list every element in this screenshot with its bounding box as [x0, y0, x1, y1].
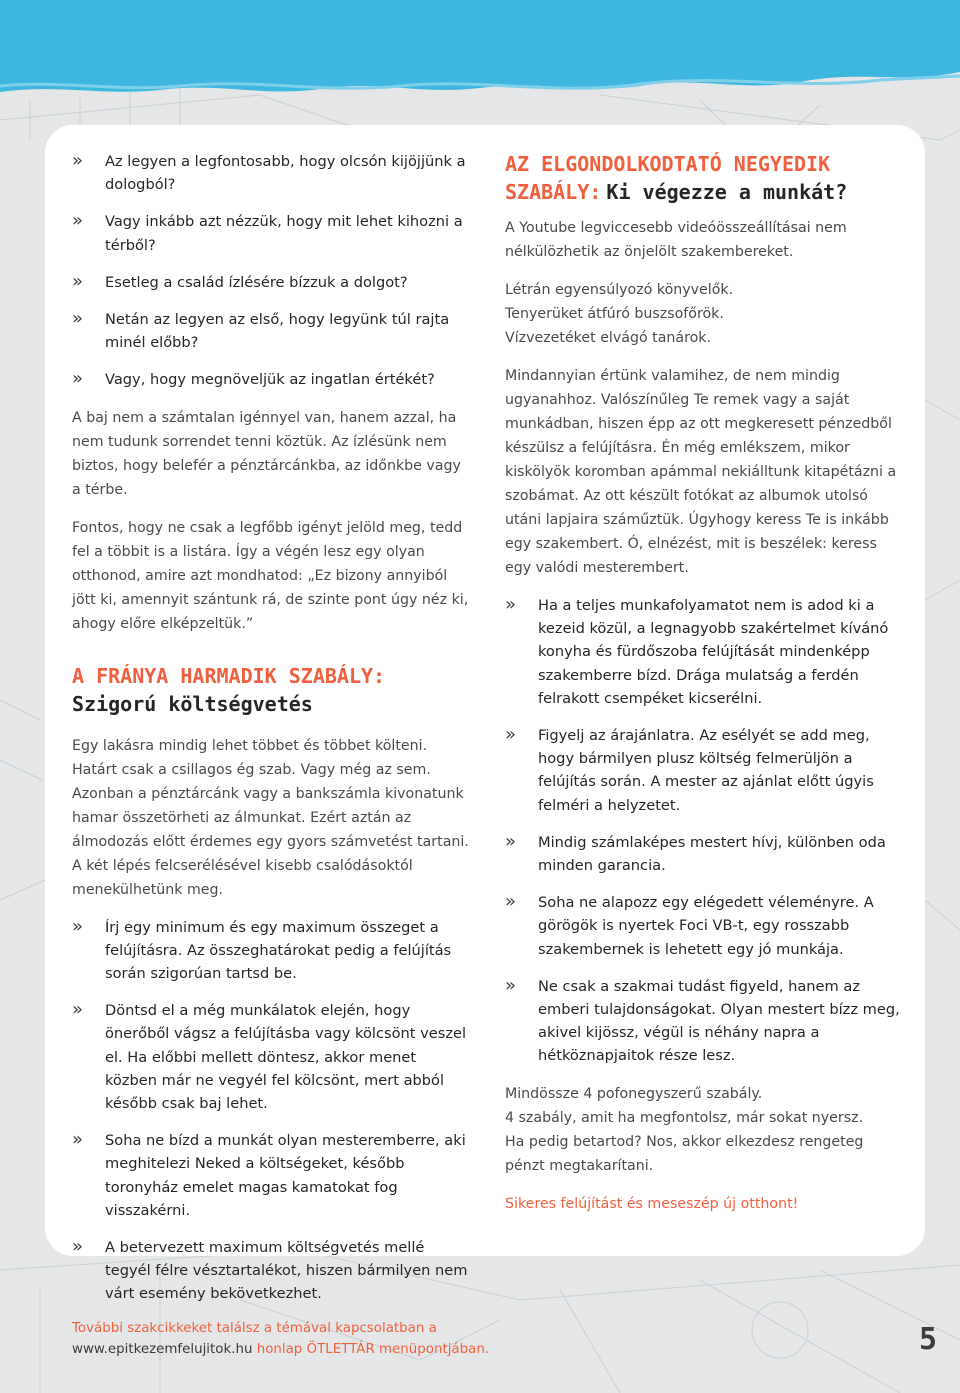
page-number: 5 — [918, 1322, 938, 1357]
closing-wish: Sikeres felújítást és meseszép új otthont! — [505, 1195, 799, 1212]
example-line: Létrán egyensúlyozó könyvelők. — [505, 282, 734, 298]
footer-note — [72, 1318, 489, 1360]
right-column — [505, 150, 905, 1230]
top-banner — [0, 0, 960, 100]
closing-line: 4 szabály, amit ha megfontolsz, már sokat nyersz. — [505, 1109, 864, 1126]
list-item: » Ne csak a szakmai tudást figyeld, hanem az emberi tulajdonságokat. Olyan mestert bízz meg, akivel kijössz, végül is néhány napra a hétköznapjaitok része lesz. — [505, 974, 900, 1065]
examples-lines — [505, 278, 905, 350]
bullet-chevron-icon: » — [72, 150, 82, 171]
bullet-chevron-icon: » — [505, 594, 515, 615]
bullet-chevron-icon: » — [72, 210, 82, 232]
closing-line: Mindössze 4 pofonegyszerű szabály. — [505, 1085, 763, 1102]
list-item: » Soha ne bízd a munkát olyan mesteremberre, aki meghitelezi Neked a költségeket, később toronyház emelet magas kamatokat fog visszakérni. — [72, 1129, 466, 1219]
bullet-chevron-icon: » — [72, 270, 82, 292]
paragraph-priorities: A baj nem a számtalan igénnyel van, hanem azzal, ha nem tudunk sorrendet tenni köztük. Az ízlésünk nem biztos, hogy belefér a pénztárcánkba, az időnkbe vagy a térbe. — [72, 409, 461, 498]
list-item: » Vagy, hogy megnöveljük az ingatlan értékét? — [72, 368, 435, 390]
example-line: Vízvezetéket elvágó tanárok. — [505, 330, 712, 346]
list-item: » Ha a teljes munkafolyamatot nem is adod ki a kezeid közül, a legnagyobb szakértelmet kívánó konyha és fürdőszoba felújítását mindenképp szakemberre bízd. Drága mulatság a ferdén felrakott csempéket kicserélni. — [505, 594, 889, 707]
closing-lines — [505, 1082, 905, 1178]
list-item: » Soha ne alapozz egy elégedett véleményre. A görögök is nyertek Foci VB-t, egy rosszabb szakembernek is lehetett egy jó munkája. — [505, 891, 874, 958]
footer-line: További szakcikkeket találsz a témával kapcsolatban a — [72, 1321, 437, 1336]
section-heading-fourth-rule — [505, 150, 905, 206]
heading-subtitle: Ki végezze a munkát? — [606, 180, 848, 204]
left-column — [72, 150, 472, 1320]
list-item: » Vagy inkább azt nézzük, hogy mit lehet kihozni a térből? — [72, 210, 463, 254]
list-item: » A betervezett maximum költségvetés mellé tegyél félre vésztartalékot, hiszen bármilyen nem várt esemény bekövetkezhet. — [72, 1236, 468, 1303]
list-item: » Az legyen a legfontosabb, hogy olcsón kijöjjünk a dologból? — [72, 150, 466, 194]
footer-website-link[interactable]: www.epitkezemfelujitok.hu — [72, 1342, 253, 1357]
list-item: » Írj egy minimum és egy maximum összeget a felújításra. Az összeghatárokat pedig a felújítás során szigorúan tartsd be. — [72, 915, 452, 983]
closing-line: Ha pedig betartod? Nos, akkor elkezdesz rengeteg pénzt megtakarítani. — [505, 1133, 864, 1174]
list-item: » Esetleg a család ízlésére bízzuk a dolgot? — [72, 270, 408, 292]
heading-orange: A FRÁNYA HARMADIK SZABÁLY: — [72, 663, 386, 688]
section-heading-third-rule — [72, 662, 472, 718]
list-item: » Mindig számlaképes mestert hívj, különben oda minden garancia. — [505, 830, 886, 875]
bullet-chevron-icon: » — [505, 891, 515, 913]
intro-bullet-list — [72, 150, 472, 392]
list-item: » Figyelj az árajánlatra. Az esélyét se add meg, hogy bármilyen plusz költség felmerüljön a felújítás során. A mester az ajánlat előtt úgyis felméri a helyzetet. — [505, 724, 874, 814]
budget-bullet-list — [72, 916, 472, 1306]
list-item: » Netán az legyen az első, hogy legyünk túl rajta minél előbb? — [72, 308, 450, 352]
bullet-chevron-icon: » — [505, 724, 515, 746]
bullet-chevron-icon: » — [72, 1129, 82, 1151]
bullet-chevron-icon: » — [72, 999, 82, 1021]
bullet-chevron-icon: » — [72, 308, 82, 330]
expert-bullet-list — [505, 594, 905, 1068]
bullet-chevron-icon: » — [505, 830, 515, 852]
bullet-chevron-icon: » — [72, 368, 82, 390]
paragraph-youtube: A Youtube legviccesebb videóösszeállításai nem nélkülözhetik az önjelölt szakembereket. — [505, 220, 847, 260]
list-item: » Döntsd el a még munkálatok elején, hogy önerőből vágsz a felújításba vagy kölcsönt veszel el. Ha előbbi mellett döntesz, akkor menet közben már ne vegyél fel kölcsönt, mert abból később csak baj lehet. — [72, 999, 467, 1113]
heading-subtitle: Szigorú költségvetés — [72, 691, 313, 716]
bullet-chevron-icon: » — [72, 1236, 82, 1258]
bullet-chevron-icon: » — [72, 915, 82, 937]
footer-line-rest: honlap ÖTLETTÁR menüpontjában. — [252, 1342, 490, 1357]
paragraph-budget: Egy lakásra mindig lehet többet és többet költeni. Határt csak a csillagos ég szab. Vagy még az sem. Azonban a pénztárcánk vagy a bankszámla kivonatunk hamar összetörheti az álmunkat. Ezért aztán az álmodozás előtt érdemes egy gyors számvetést tartani. A két lépés felcserélésével kisebb csalódásoktól menekülhetünk meg. — [72, 737, 469, 898]
heading-orange: AZ ELGONDOLKODTATÓ NEGYEDIK SZABÁLY: — [505, 152, 831, 204]
paragraph-hire-expert: Mindannyian értünk valamihez, de nem mindig ugyanahhoz. Valószínűleg Te remek vagy a saját munkádban, hiszen épp az ott megkeresett pénzedből készülsz a felújításra. Én még emlékszem, mikor kiskölyök koromban apámmal nekiálltunk kitapétázni a szobámat. Az ott készült fotókat az albumok utolsó utáni lapjaira száműztük. Úgyhogy keress Te is inkább egy szakembert. Ó, elnézést, mit is beszélek: keress egy valódi mesterembert. — [505, 368, 897, 576]
example-line: Tenyerüket átfúró buszsofőrök. — [505, 306, 724, 322]
bullet-chevron-icon: » — [505, 974, 515, 996]
paragraph-list-all-needs: Fontos, hogy ne csak a legfőbb igényt jelöld meg, tedd fel a többit is a listára. Így a végén lesz egy olyan otthonod, amire azt mondhatod: „Ez bizony annyiból jött ki, amennyit szántunk rá, de szinte pont úgy néz ki, ahogy előre elképzeltük.” — [72, 519, 469, 632]
